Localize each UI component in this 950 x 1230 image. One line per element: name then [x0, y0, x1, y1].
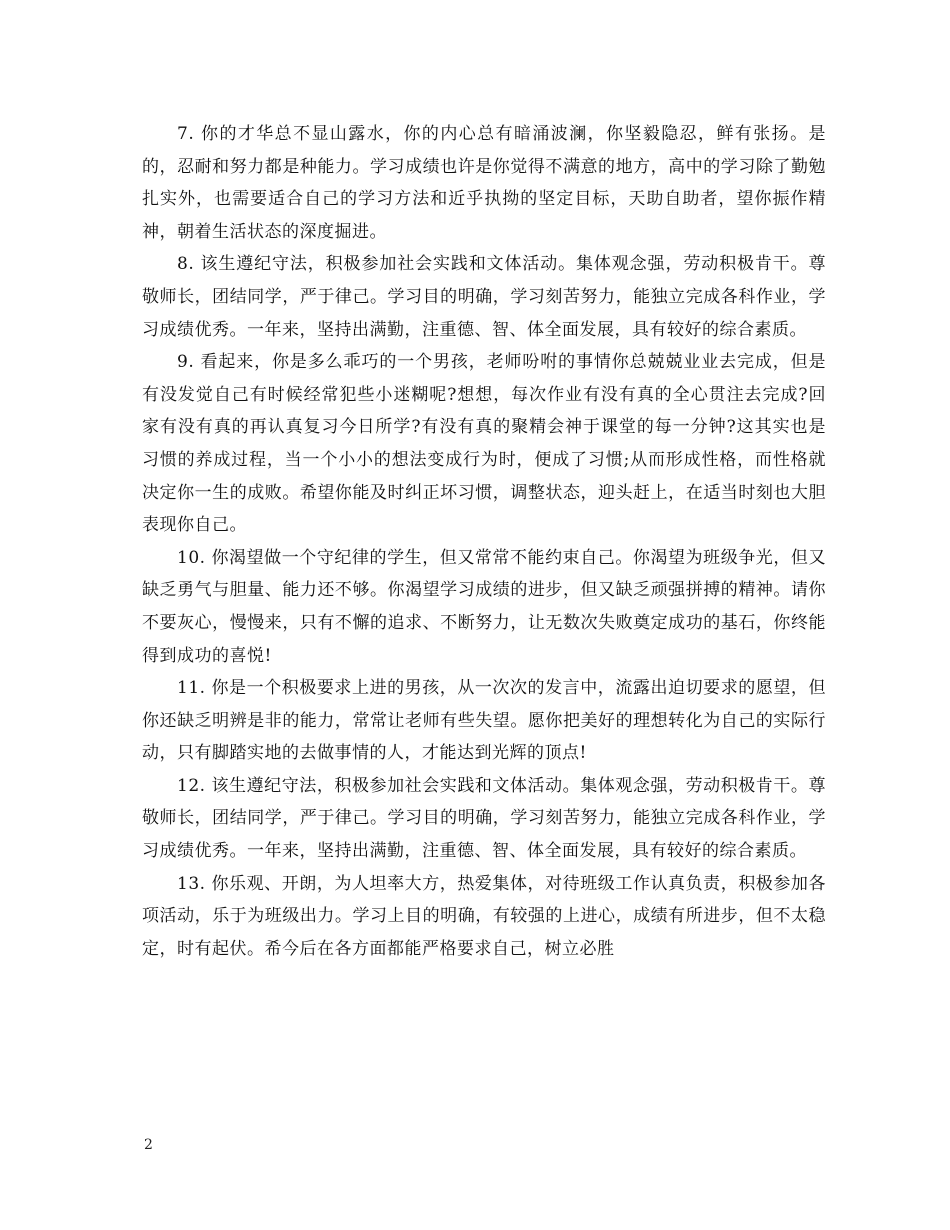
page-number: 2: [144, 1137, 153, 1153]
paragraph-10: 10. 你渴望做一个守纪律的学生，但又常常不能约束自己。你渴望为班级争光，但又缺乏勇气与胆量、能力还不够。你渴望学习成绩的进步，但又缺乏顽强拼搏的精神。请你不要灰心，慢慢来，只有不懈的追求、不断努力，让无数次失败奠定成功的基石，你终能得到成功的喜悦!: [142, 547, 826, 666]
paragraph-13: 13. 你乐观、开朗，为人坦率大方，热爱集体，对待班级工作认真负责，积极参加各项活动，乐于为班级出力。学习上目的明确，有较强的上进心，成绩有所进步，但不太稳定，时有起伏。希今后在各方面都能严格要求自己，树立必胜: [142, 873, 826, 959]
paragraph-12: 12. 该生遵纪守法，积极参加社会实践和文体活动。集体观念强，劳动积极肯干。尊敬师长，团结同学，严于律己。学习目的明确，学习刻苦努力，能独立完成各科作业，学习成绩优秀。一年来，坚持出满勤，注重德、智、体全面发展，具有较好的综合素质。: [142, 775, 826, 862]
paragraph-9: 9. 看起来，你是多么乖巧的一个男孩，老师吩咐的事情你总兢兢业业去完成，但是有没发觉自己有时候经常犯些小迷糊呢?想想，每次作业有没有真的全心贯注去完成?回家有没有真的再认真复习今日所学?有没有真的聚精会神于课堂的每一分钟?这其实也是习惯的养成过程，当一个小小的想法变成行为时，便成了习惯;从而形成性格，而性格就决定你一生的成败。希望你能及时纠正坏习惯，调整状态，迎头赶上，在适当时刻也大胆表现你自己。: [142, 352, 826, 536]
page-body: [142, 118, 826, 965]
paragraph-11: 11. 你是一个积极要求上进的男孩，从一次次的发言中，流露出迫切要求的愿望，但你还缺乏明辨是非的能力，常常让老师有些失望。愿你把美好的理想转化为自己的实际行动，只有脚踏实地的去做事情的人，才能达到光辉的顶点!: [142, 678, 826, 764]
paragraph-8: 8. 该生遵纪守法，积极参加社会实践和文体活动。集体观念强，劳动积极肯干。尊敬师长，团结同学，严于律己。学习目的明确，学习刻苦努力，能独立完成各科作业，学习成绩优秀。一年来，坚持出满勤，注重德、智、体全面发展，具有较好的综合素质。: [142, 254, 826, 340]
paragraph-7: 7. 你的才华总不显山露水，你的内心总有暗涌波澜，你坚毅隐忍，鲜有张扬。是的，忍耐和努力都是种能力。学习成绩也许是你觉得不满意的地方，高中的学习除了勤勉扎实外，也需要适合自己的学习方法和近乎执拗的坚定目标，天助自助者，望你振作精神，朝着生活状态的深度掘进。: [142, 124, 826, 242]
